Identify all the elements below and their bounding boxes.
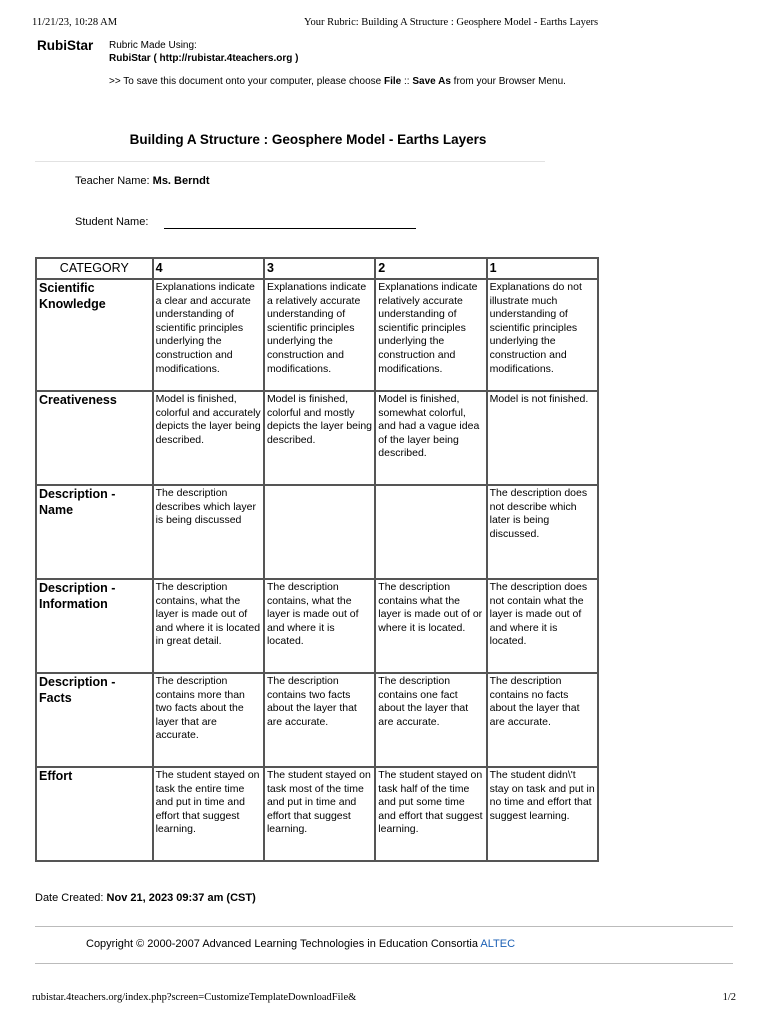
print-header [32, 17, 736, 31]
copyright-text: Copyright © 2000-2007 Advanced Learning Technologies in Education Consortia [86, 938, 481, 950]
rubric-cell-score-2: Explanations indicate relatively accurate understanding of scientific principles underlying the construction and modifications. [375, 279, 486, 391]
page-number: 1/2 [722, 992, 736, 1003]
rubistar-link[interactable]: RubiStar ( http://rubistar.4teachers.org ) [109, 53, 299, 64]
rubistar-brand: RubiStar [37, 38, 94, 53]
date-created-label: Date Created: [35, 892, 107, 904]
rubric-cell-score-3: The student stayed on task most of the time and put in time and effort that suggest learning. [264, 767, 375, 861]
rubric-cell-score-2: Model is finished, somewhat colorful, and had a vague idea of the layer being described. [375, 391, 486, 485]
rubric-cell-score-4: The description describes which layer is being discussed [153, 485, 264, 579]
rubric-row [36, 485, 598, 579]
rubric-cell-score-4: The description contains more than two facts about the layer that are accurate. [153, 673, 264, 767]
rubric-cell-score-4: Explanations indicate a clear and accurate understanding of scientific principles underlying the construction and modifications. [153, 279, 264, 391]
rubric-table [35, 257, 599, 862]
student-name-blank-line [164, 228, 416, 229]
save-instructions [109, 76, 566, 87]
header-category: CATEGORY [36, 258, 153, 279]
header-score-4: 4 [153, 258, 264, 279]
date-created-value: Nov 21, 2023 09:37 am (CST) [106, 892, 256, 904]
rubric-cell-score-4: The description contains, what the layer is made out of and where it is located in great detail. [153, 579, 264, 673]
save-note-suffix: from your Browser Menu. [450, 76, 566, 87]
rubric-cell-score-1: Model is not finished. [487, 391, 598, 485]
rubric-row [36, 767, 598, 861]
rubric-header-row [36, 258, 598, 279]
teacher-name [75, 175, 210, 187]
student-name-label: Student Name: [75, 216, 149, 228]
rubric-cell-score-1: Explanations do not illustrate much understanding of scientific principles underlying the construction and modifications. [487, 279, 598, 391]
teacher-value: Ms. Berndt [152, 175, 210, 187]
print-url: rubistar.4teachers.org/index.php?screen=CustomizeTemplateDownloadFile& [32, 992, 357, 1003]
rubric-cell-score-2: The description contains one fact about the layer that are accurate. [375, 673, 486, 767]
save-note-save-as: Save As [412, 76, 451, 87]
save-note-file: File [384, 76, 402, 87]
made-using [109, 39, 298, 65]
copyright [86, 938, 515, 950]
footer-divider-bottom [35, 963, 733, 964]
rubric-cell-score-2: The description contains what the layer is made out of or where it is located. [375, 579, 486, 673]
rubric-cell-score-1: The student didn\'t stay on task and put in no time and effort that suggest learning. [487, 767, 598, 861]
rubric-cell-score-3: Model is finished, colorful and mostly depicts the layer being described. [264, 391, 375, 485]
header-score-2: 2 [375, 258, 486, 279]
altec-link[interactable]: ALTEC [480, 938, 516, 950]
print-datetime: 11/21/23, 10:28 AM [32, 17, 118, 28]
rubric-category: Description - Name [36, 485, 153, 579]
save-note-separator: :: [401, 76, 413, 87]
rubric-cell-score-1: The description contains no facts about the layer that are accurate. [487, 673, 598, 767]
rubric-cell-score-3 [264, 485, 375, 579]
teacher-label: Teacher Name: [75, 175, 153, 187]
rubric-cell-score-3: Explanations indicate a relatively accurate understanding of scientific principles underlying the construction and modifications. [264, 279, 375, 391]
rubric-cell-score-1: The description does not contain what the layer is made out of and where it is located. [487, 579, 598, 673]
rubric-row [36, 279, 598, 391]
rubric-category: Effort [36, 767, 153, 861]
rubric-cell-score-2: The student stayed on task half of the time and put some time and effort that suggest learning. [375, 767, 486, 861]
header-score-3: 3 [264, 258, 375, 279]
title-divider [35, 161, 545, 162]
rubric-cell-score-3: The description contains two facts about the layer that are accurate. [264, 673, 375, 767]
date-created [35, 892, 256, 904]
rubric-title: Building A Structure : Geosphere Model - Earths Layers [129, 132, 487, 147]
rubric-category: Creativeness [36, 391, 153, 485]
rubric-category: Description - Information [36, 579, 153, 673]
rubric-cell-score-4: Model is finished, colorful and accurately depicts the layer being described. [153, 391, 264, 485]
rubric-row [36, 673, 598, 767]
rubric-cell-score-3: The description contains, what the layer is made out of and where it is located. [264, 579, 375, 673]
rubric-category: Description - Facts [36, 673, 153, 767]
rubric-row [36, 579, 598, 673]
rubric-row [36, 391, 598, 485]
rubric-cell-score-4: The student stayed on task the entire time and put in time and effort that suggest learning. [153, 767, 264, 861]
footer-divider-top [35, 926, 733, 927]
made-using-label: Rubric Made Using: [109, 40, 197, 51]
rubric-cell-score-2 [375, 485, 486, 579]
rubric-category: Scientific Knowledge [36, 279, 153, 391]
rubric-cell-score-1: The description does not describe which later is being discussed. [487, 485, 598, 579]
save-note-prefix: >> To save this document onto your computer, please choose [109, 76, 384, 87]
header-score-1: 1 [487, 258, 598, 279]
print-page-title: Your Rubric: Building A Structure : Geosphere Model - Earths Layers [304, 17, 599, 28]
